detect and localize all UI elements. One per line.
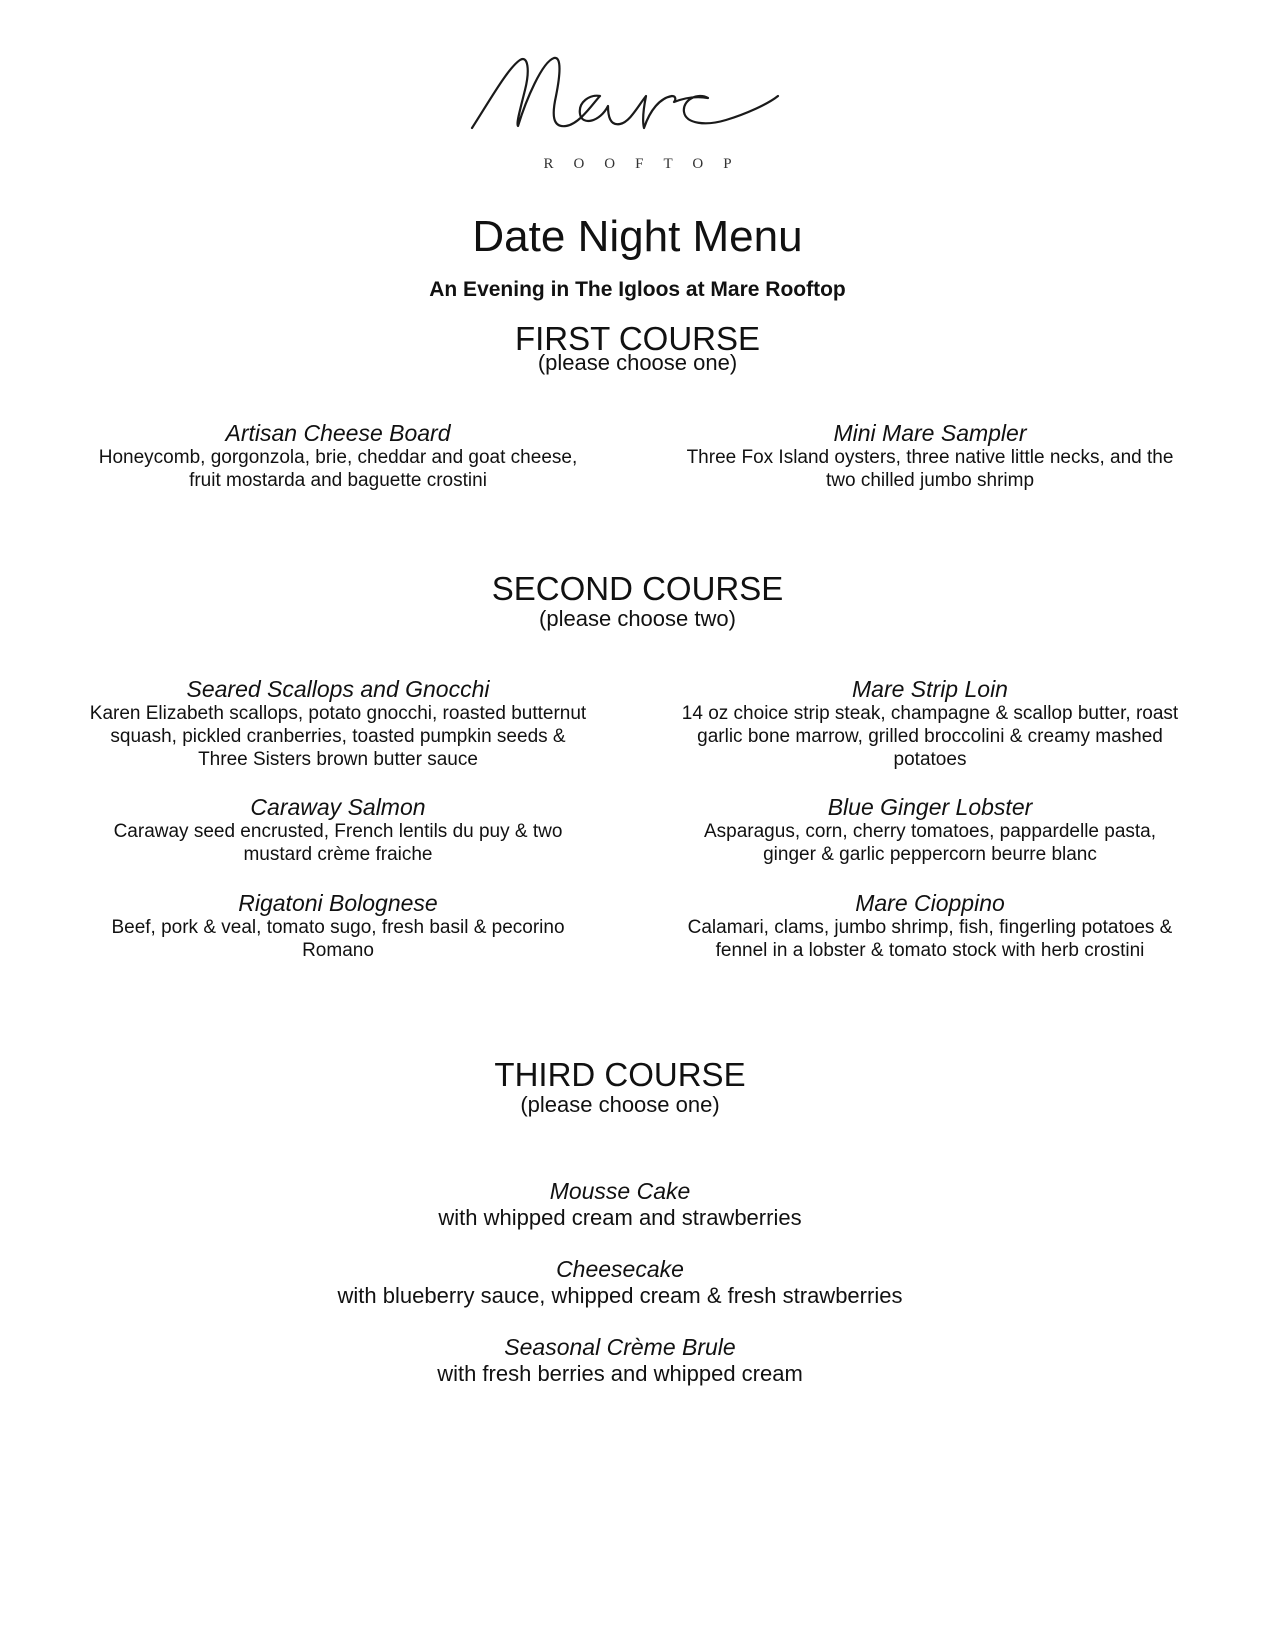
brand-logo <box>0 40 1275 190</box>
menu-item <box>680 676 1180 771</box>
third-course-note: (please choose one) <box>520 1092 720 1117</box>
menu-item-desc: with whipped cream and strawberries <box>438 1205 802 1230</box>
menu-item-desc: Honeycomb, gorgonzola, brie, cheddar and goat cheese, fruit mostarda and baguette crostini <box>98 447 578 491</box>
menu-item-name: Mare Cioppino <box>855 890 1005 916</box>
menu-item-desc: 14 oz choice strip steak, champagne & scallop butter, roast garlic bone marrow, grilled broccolini & creamy mashed potatoes <box>681 703 1179 770</box>
third-course-title: THIRD COURSE <box>494 1056 746 1093</box>
mare-script-logo <box>470 40 810 150</box>
menu-item <box>88 420 588 492</box>
dessert-item <box>220 1178 1020 1231</box>
menu-item-desc: Asparagus, corn, cherry tomatoes, pappardelle pasta, ginger & garlic peppercorn beurre blanc <box>703 821 1157 865</box>
page-title: Date Night Menu <box>472 212 803 261</box>
menu-item-name: Seasonal Crème Brule <box>504 1334 736 1360</box>
dessert-item <box>220 1256 1020 1309</box>
menu-item-name: Mini Mare Sampler <box>833 420 1027 446</box>
menu-item-desc: with blueberry sauce, whipped cream & fresh strawberries <box>337 1283 903 1308</box>
second-course-title: SECOND COURSE <box>491 570 784 607</box>
menu-item-desc: Calamari, clams, jumbo shrimp, fish, fingerling potatoes & fennel in a lobster & tomato stock with herb crostini <box>687 917 1173 961</box>
menu-item-desc: with fresh berries and whipped cream <box>437 1361 803 1386</box>
menu-item-name: Seared Scallops and Gnocchi <box>186 676 490 702</box>
menu-item <box>680 794 1180 866</box>
logo-subtitle: ROOFTOP <box>543 156 752 172</box>
menu-item-name: Mousse Cake <box>549 1178 691 1204</box>
menu-item-name: Cheesecake <box>556 1256 684 1282</box>
menu-item-desc: Caraway seed encrusted, French lentils du puy & two mustard crème fraiche <box>113 821 563 865</box>
dessert-item <box>220 1334 1020 1387</box>
menu-item-name: Blue Ginger Lobster <box>827 794 1033 820</box>
menu-item-name: Caraway Salmon <box>250 794 426 820</box>
first-course-note: (please choose one) <box>537 350 738 375</box>
menu-item <box>78 794 598 866</box>
menu-item <box>680 420 1180 492</box>
menu-item <box>670 890 1190 962</box>
menu-item <box>88 676 588 771</box>
menu-item-desc: Three Fox Island oysters, three native little necks, and the two chilled jumbo shrimp <box>686 447 1174 491</box>
page-subtitle: An Evening in The Igloos at Mare Rooftop <box>429 278 846 301</box>
menu-item-name: Rigatoni Bolognese <box>238 890 438 916</box>
menu-item-desc: Karen Elizabeth scallops, potato gnocchi, roasted butternut squash, pickled cranberries, toasted pumpkin seeds & Three Sisters brown butter sauce <box>89 703 587 770</box>
menu-item <box>78 890 598 962</box>
first-course-title: FIRST COURSE <box>514 320 761 357</box>
menu-item-name: Artisan Cheese Board <box>225 420 451 446</box>
second-course-note: (please choose two) <box>539 606 736 631</box>
menu-item-name: Mare Strip Loin <box>852 676 1008 702</box>
menu-item-desc: Beef, pork & veal, tomato sugo, fresh basil & pecorino Romano <box>111 917 565 961</box>
